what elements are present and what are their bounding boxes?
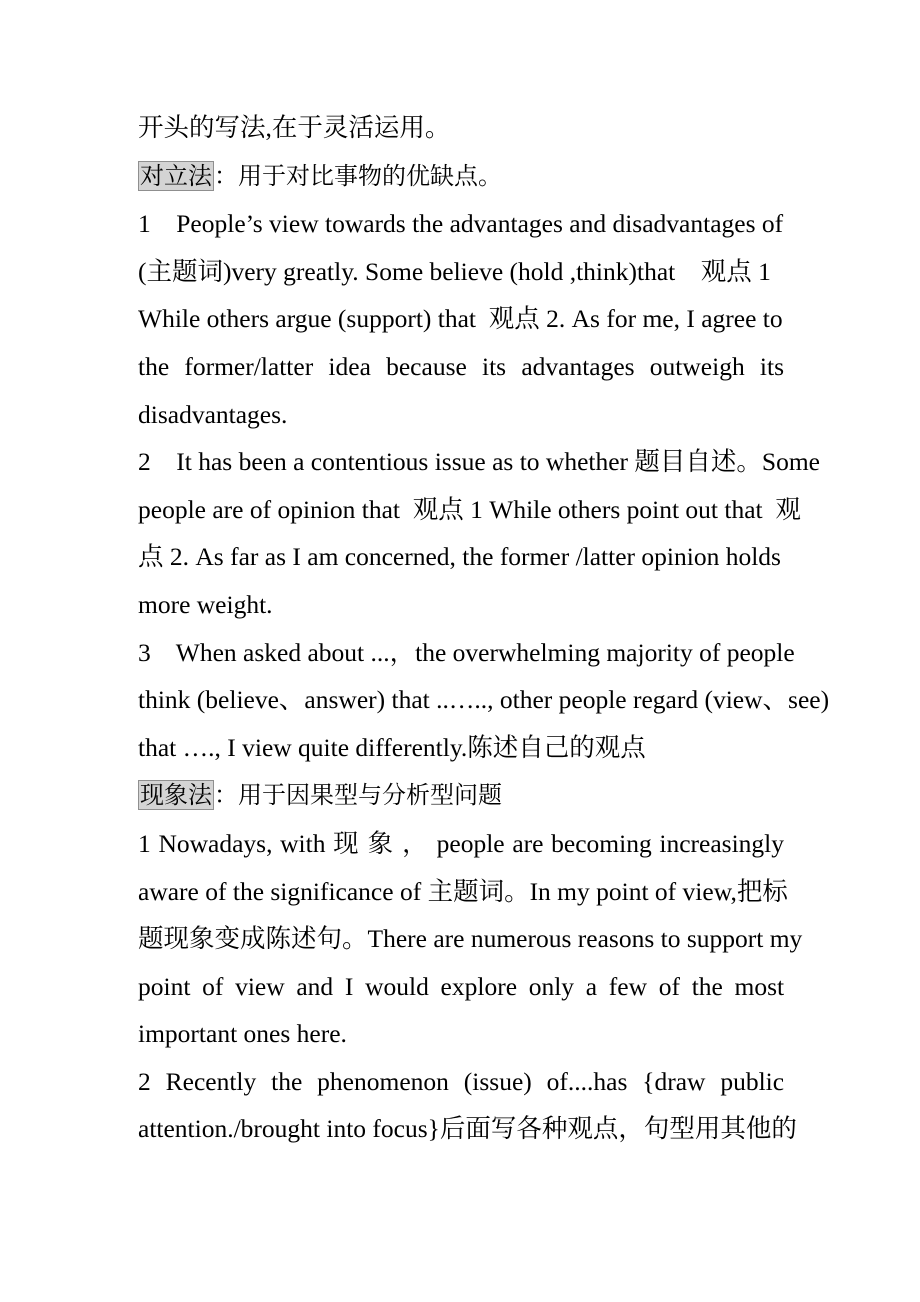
word: Recently [165, 1066, 257, 1096]
text-line: While others argue (support) that 观点 2. As for me, I agree to [138, 304, 783, 334]
text-line: 开头的写法,在于灵活运用。 [138, 113, 451, 142]
text-line: that …., I view quite differently.陈述自己的观点 [138, 732, 646, 762]
text-line [138, 1058, 784, 1106]
text-line [138, 343, 784, 391]
heading-highlight-box: 对立法 [140, 161, 212, 190]
text-line: attention./brought into focus}后面写各种观点，句型用其他的 [138, 1114, 797, 1144]
word: I [344, 971, 354, 1001]
text-line: 题现象变成陈述句。There are numerous reasons to support my [138, 924, 803, 954]
text-line: disadvantages. [138, 399, 288, 429]
section-heading-opposition [138, 152, 784, 201]
heading-highlight-box: 现象法 [140, 781, 212, 810]
word: of [202, 971, 224, 1001]
text-line: 2 It has been a contentious issue as to whether 题目自述。Some [138, 447, 821, 477]
heading-suffix: ：用于因果型与分析型问题 [214, 781, 502, 810]
word: the [138, 351, 170, 381]
text-line: 3 When asked about ...，the overwhelming majority of people [138, 637, 795, 667]
word: former/latter [184, 351, 314, 381]
word: phenomenon [317, 1066, 449, 1096]
word: view [235, 971, 285, 1001]
heading-suffix: ：用于对比事物的优缺点。 [214, 161, 502, 190]
word: of [658, 971, 680, 1001]
section-heading-phenomenon [138, 771, 784, 820]
word: {draw [642, 1066, 706, 1096]
word: outweigh [649, 351, 745, 381]
word: few [608, 971, 648, 1001]
word: people [436, 828, 505, 858]
document-body [138, 104, 830, 1153]
text-line: think (believe、answer) that ..….., other people regard (view、see) [138, 685, 830, 715]
word: its [759, 351, 784, 381]
word: most [734, 971, 785, 1001]
text-line: aware of the significance of 主题词。In my point of view,把标 [138, 876, 788, 906]
word: public [720, 1066, 785, 1096]
text-line: important ones here. [138, 1019, 347, 1049]
word: its [482, 351, 507, 381]
word: the [271, 1066, 303, 1096]
phrase: Nowadays, with 现 象 ， [158, 828, 429, 858]
word: explore [440, 971, 518, 1001]
word: increasingly [659, 828, 785, 858]
word: advantages [521, 351, 635, 381]
word: a [585, 971, 598, 1001]
word: would [365, 971, 429, 1001]
word: because [386, 351, 467, 381]
word: and [296, 971, 334, 1001]
word: of....has [546, 1066, 628, 1096]
word: point [138, 971, 191, 1001]
word: are [512, 828, 544, 858]
text-line: more weight. [138, 589, 273, 619]
text-line: (主题词)very greatly. Some believe (hold ,think)that 观点 1 [138, 256, 771, 286]
text-line: 1 People’s view towards the advantages and disadvantages of [138, 209, 784, 239]
list-number: 1 [138, 828, 151, 858]
word: idea [328, 351, 371, 381]
text-line: people are of opinion that 观点 1 While others point out that 观 [138, 494, 801, 524]
list-number: 2 [138, 1066, 151, 1096]
word: becoming [551, 828, 652, 858]
text-line [138, 820, 784, 868]
text-line [138, 963, 784, 1011]
word: only [528, 971, 575, 1001]
word: the [691, 971, 723, 1001]
text-line: 点 2. As far as I am concerned, the former /latter opinion holds [138, 542, 781, 572]
word: (issue) [463, 1066, 532, 1096]
